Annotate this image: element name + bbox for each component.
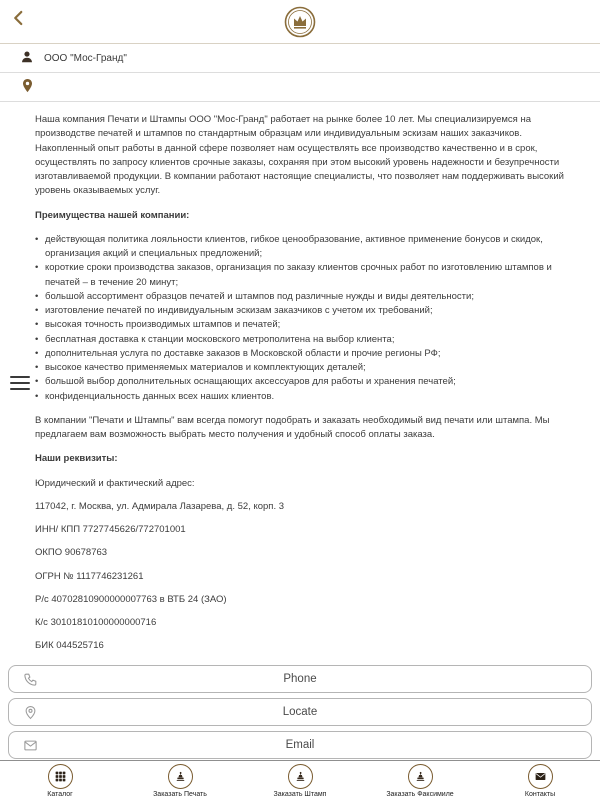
nav-catalog[interactable] (10, 764, 110, 798)
nav-contacts-label: Контакты (524, 791, 556, 798)
requisite-line: 117042, г. Москва, ул. Адмирала Лазарева, д. 52, корп. 3 (35, 500, 285, 512)
advantage-item: • большой ассортимент образцов печатей и штампов под различные нужды и виды деятельности; (35, 290, 575, 304)
company-row (0, 44, 600, 73)
back-button[interactable] (6, 6, 32, 32)
advantage-item: • большой выбор дополнительных оснащающих аксессуаров для работы и хранения печатей; (35, 375, 575, 389)
catalog-grid-icon (48, 764, 73, 789)
hamburger-icon (10, 388, 30, 390)
email-button[interactable] (8, 731, 592, 759)
hamburger-icon (10, 382, 30, 384)
requisite-line: ОКПО 90678763 (35, 547, 108, 559)
stamp-icon (408, 764, 433, 789)
requisites-title: Наши реквизиты: (35, 453, 118, 465)
envelope-icon (528, 764, 553, 789)
advantage-item: • короткие сроки производства заказов, организация по заказу клиентов срочных работ по изготовлению штампов и печатей – в течение 20 минут; (35, 261, 575, 290)
locate-button[interactable] (8, 698, 592, 726)
stamp-icon (168, 764, 193, 789)
nav-order-print[interactable] (130, 764, 230, 798)
advantages-title: Преимущества нашей компании: (35, 209, 190, 221)
chevron-left-icon (10, 9, 28, 30)
advantage-item: • изготовление печатей по индивидуальным эскизам заказчиков с учетом их требований; (35, 304, 575, 318)
requisite-line: Р/с 40702810900000007763 в ВТБ 24 (ЗАО) (35, 593, 227, 605)
nav-contacts[interactable] (490, 764, 590, 798)
nav-order-stamp-label: Заказать Штамп (273, 791, 327, 798)
hamburger-icon (10, 376, 30, 378)
nav-order-facsimile-label: Заказать Факсимиле (386, 791, 454, 798)
location-pin-icon (20, 78, 35, 96)
advantage-item: • высокое качество применяемых материалов и комплектующих деталей; (35, 361, 575, 375)
intro-paragraph: Наша компания Печати и Штампы ООО "Мос-Гранд" работает на рынке более 10 лет. Мы специализируемся на производстве печатей и штампов по стандартным образцам или индивидуальным эскизам наших заказчиков. Накопленный опыт работы в данной сфере позволяет нам осуществлять все производство качественно и в срок, осуществлять по запросу клиентов срочные заказы, сохраняя при этом высокий уровень надежности и безупречности изготавливаемой продукции. В компании работают настоящие специалисты, что позволяет нам поддерживать высокий уровень оказываемых услуг. (35, 114, 564, 197)
phone-icon (23, 672, 38, 690)
location-row[interactable] (0, 73, 600, 102)
advantage-item: • действующая политика лояльности клиентов, гибкое ценообразование, активное применение бонусов и скидок, организация акций и специальных предложений; (35, 233, 575, 262)
company-description (0, 102, 600, 654)
phone-button-label: Phone (283, 672, 317, 685)
company-name: ООО "Мос-Гранд" (44, 52, 127, 64)
nav-order-stamp[interactable] (250, 764, 350, 798)
requisite-line: К/с 30101810100000000716 (35, 617, 157, 628)
advantage-item: • высокая точность производимых штампов и печатей; (35, 318, 575, 332)
header (0, 0, 600, 44)
nav-order-print-label: Заказать Печать (153, 791, 207, 798)
requisite-line: ОГРН № 1117746231261 (35, 570, 144, 582)
email-button-label: Email (285, 738, 315, 751)
menu-button[interactable] (10, 372, 32, 394)
phone-button[interactable] (8, 665, 592, 693)
bottom-nav (0, 760, 600, 800)
outro-paragraph: В компании "Печати и Штампы" вам всегда помогут подобрать и заказать необходимый вид печати или штампа. Мы предлагаем вам возможность выбрать место получения и удобный способ оплаты заказа. (35, 414, 550, 440)
stamp-icon (288, 764, 313, 789)
requisite-line: БИК 044525716 (35, 640, 104, 652)
locate-icon (23, 705, 38, 723)
email-icon (23, 738, 38, 756)
advantage-item: • конфиденциальность данных всех наших клиентов. (35, 390, 575, 404)
requisite-line: ИНН/ КПП 7727745626/772701001 (35, 524, 186, 535)
advantages-list (35, 233, 575, 404)
requisite-line: Юридический и фактический адрес: (35, 477, 195, 489)
nav-catalog-label: Каталог (47, 791, 73, 798)
advantage-item: • бесплатная доставка к станции московского метрополитена на выбор клиента; (35, 333, 575, 347)
locate-button-label: Locate (282, 705, 318, 718)
company-logo-icon (283, 5, 317, 44)
nav-order-facsimile[interactable] (370, 764, 470, 798)
advantage-item: • дополнительная услуга по доставке заказов в Московской области и прочие регионы РФ; (35, 347, 575, 361)
person-icon (20, 50, 34, 67)
